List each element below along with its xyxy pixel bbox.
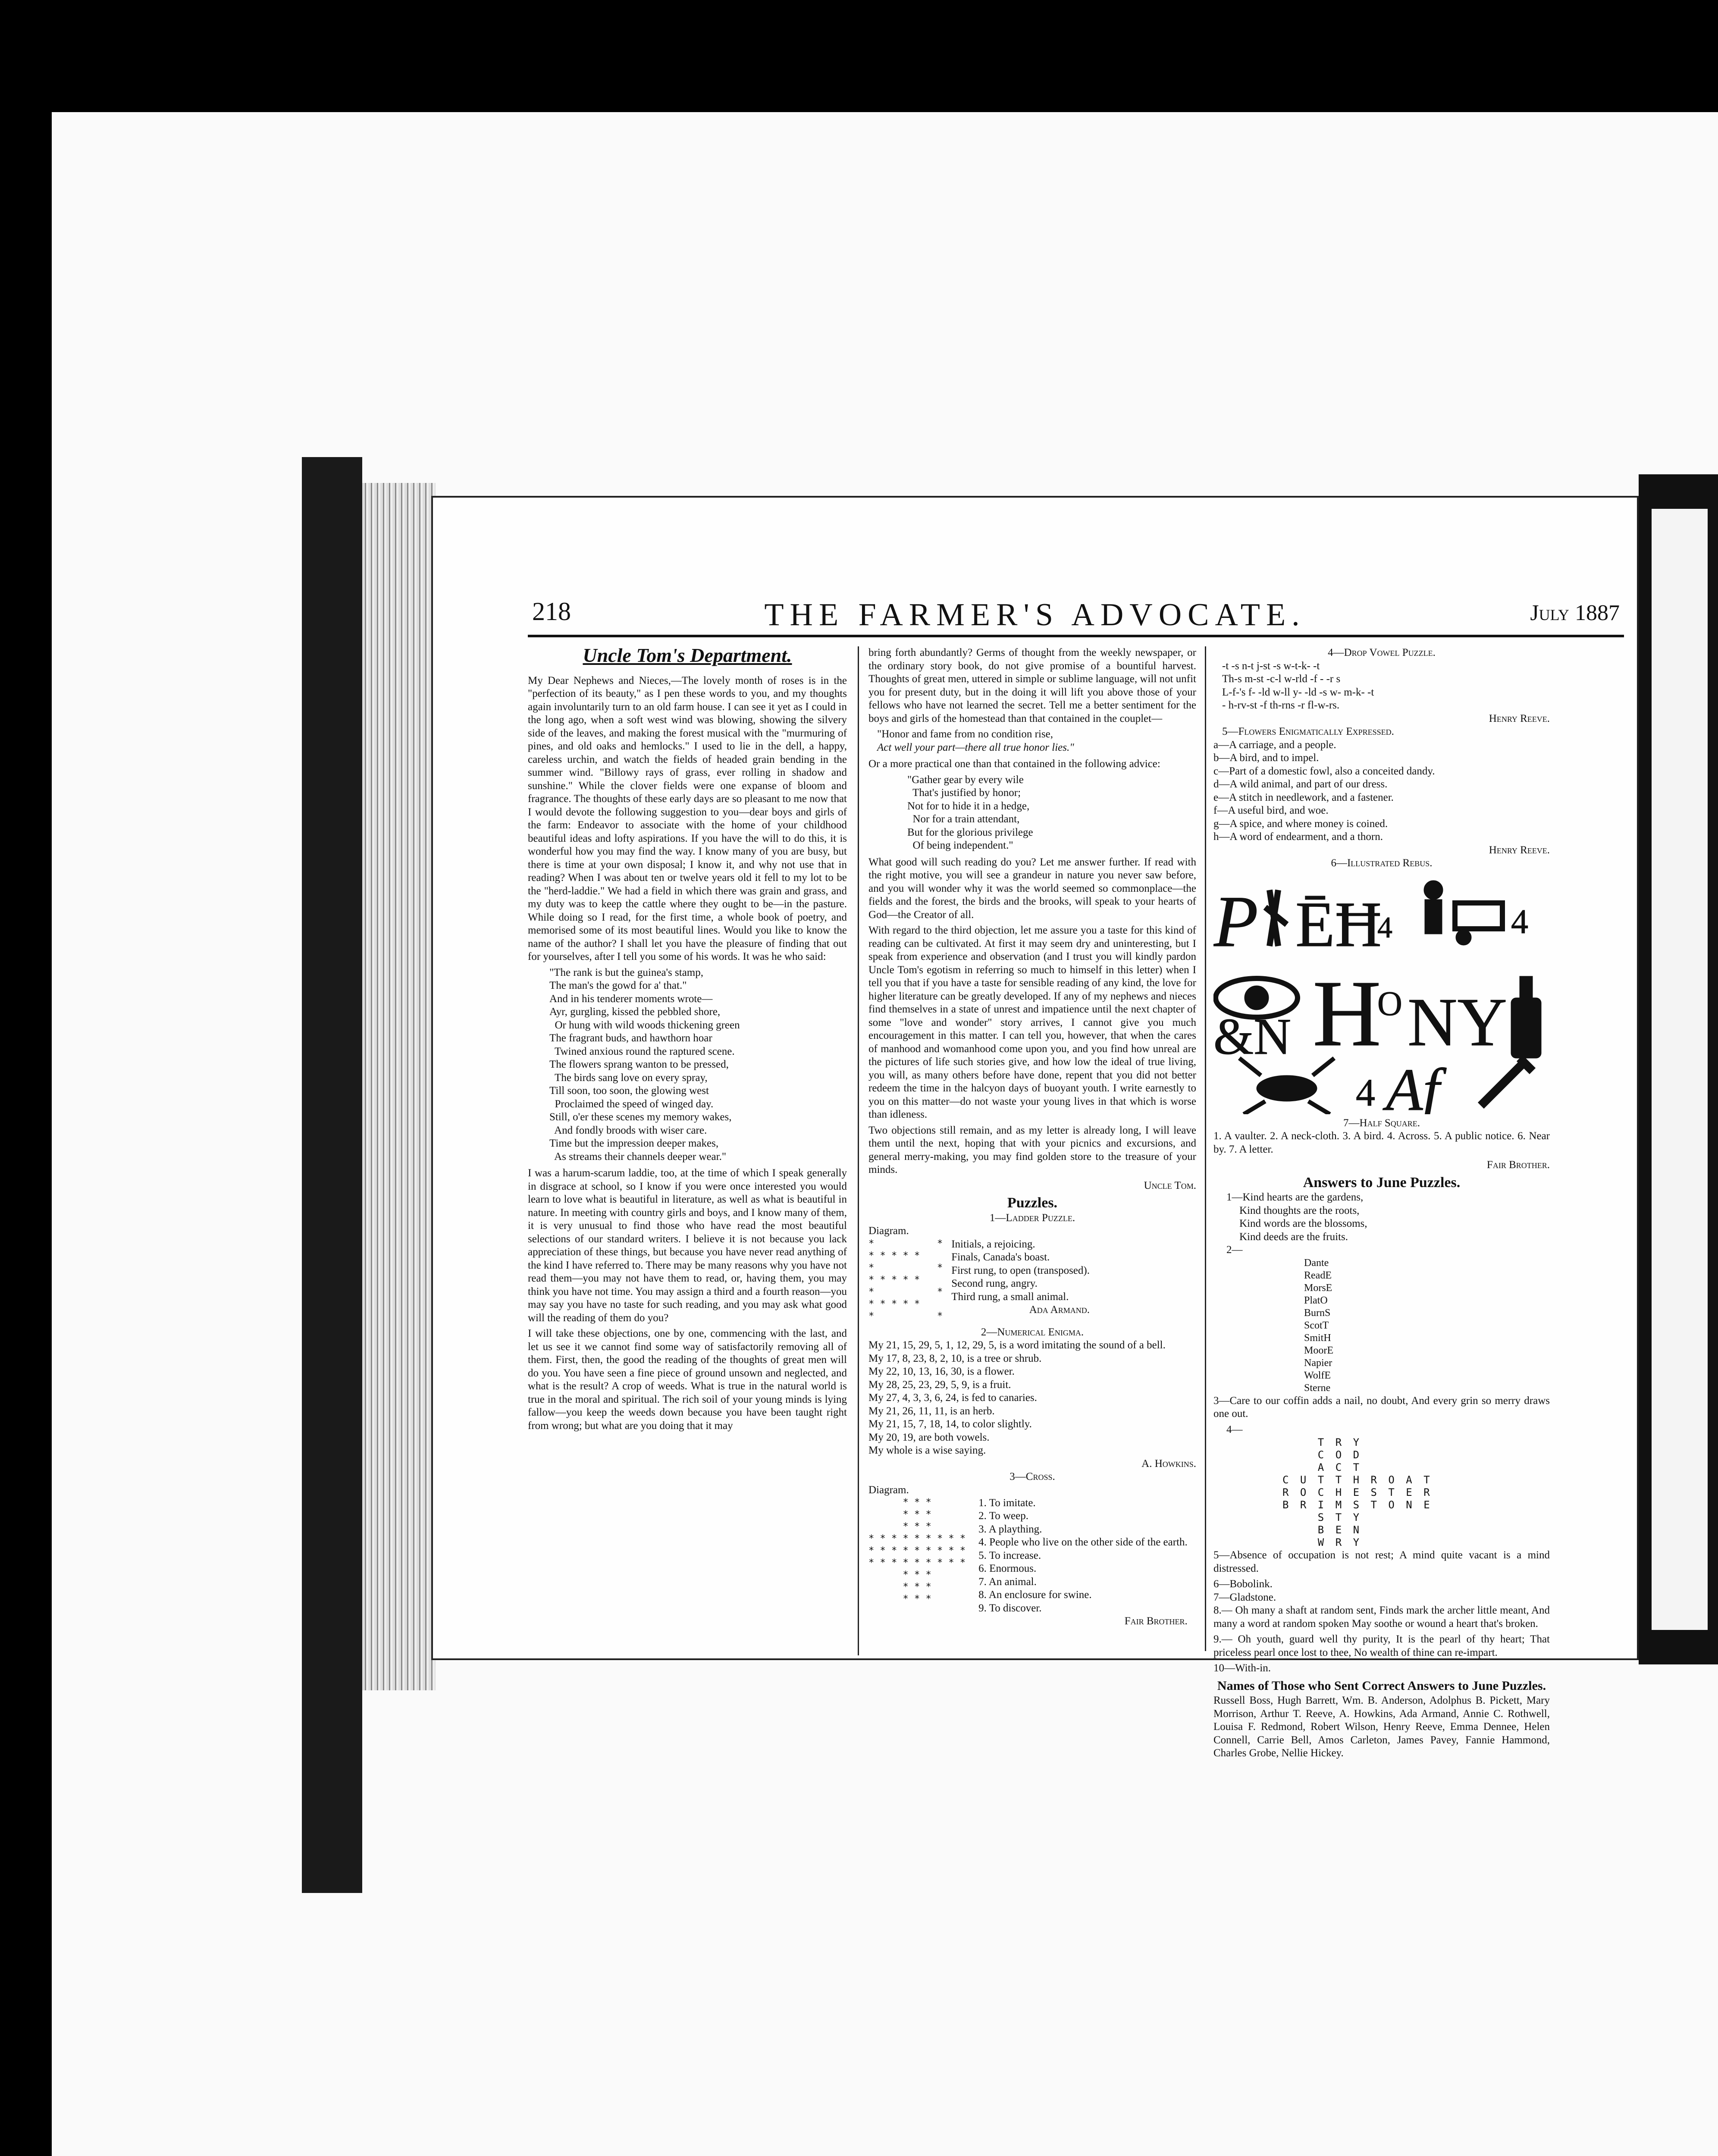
poem-line: Twined anxious round the raptured scene. — [549, 1045, 735, 1057]
acrostic-line: WolfE — [1304, 1369, 1331, 1381]
acrostic-line: ReadE — [1304, 1269, 1332, 1281]
acrostic-line: BurnS — [1304, 1307, 1331, 1319]
book-page-edges — [362, 483, 436, 1690]
book-spine-shadow — [302, 457, 362, 1893]
signature: Henry Reeve. — [1489, 712, 1550, 724]
flower-clue: g—A spice, and where money is coined. — [1213, 818, 1388, 830]
rebus-digit: 4 — [1377, 911, 1392, 944]
acrostic-line: MoorE — [1304, 1344, 1333, 1356]
flower-clue: b—A bird, and to impel. — [1213, 752, 1319, 764]
diagram-label: Diagram. — [868, 1225, 909, 1237]
poem-block — [907, 774, 1196, 852]
cross-line: C O D — [1282, 1449, 1362, 1461]
poem-line: Proclaimed the speed of winged day. — [549, 1098, 714, 1110]
department-heading: Uncle Tom's Department. — [583, 644, 792, 666]
cross-line: B E N — [1282, 1524, 1362, 1536]
clue: 2. To weep. — [978, 1510, 1028, 1522]
ladder-diagram: * * * * * * * * * * * * * * * * * * * * * * * — [868, 1238, 943, 1322]
puzzle-title: 6—Illustrated Rebus. — [1331, 857, 1433, 869]
cross-line: A C T — [1282, 1461, 1362, 1473]
ladder-puzzle — [868, 1238, 1196, 1322]
wheel-icon — [1456, 930, 1471, 945]
clue: Finals, Canada's boast. — [951, 1251, 1050, 1263]
acrostic-line: ScotT — [1304, 1319, 1329, 1331]
cross-line: T R Y — [1282, 1436, 1362, 1448]
acrostic-line: PlatO — [1304, 1294, 1328, 1306]
answer-9: 9.— Oh youth, guard well thy purity, It is the pearl of thy heart; That priceless pearl once lost to thee, No wealth of thine can re-impart. — [1213, 1633, 1550, 1658]
signature: Ada Armand. — [1029, 1304, 1090, 1316]
answer-1 — [1226, 1191, 1550, 1244]
rebus-letter: O — [1377, 984, 1402, 1023]
poem-line: Nor for a train attendant, — [907, 813, 1020, 825]
flower-clue: h—A word of endearment, and a thorn. — [1213, 831, 1383, 843]
header-rule — [528, 635, 1624, 637]
poem-line: The fragrant buds, and hawthorn hoar — [549, 1032, 712, 1044]
clue: 7. An animal. — [978, 1576, 1037, 1588]
flower-clue: d—A wild animal, and part of our dress. — [1213, 778, 1388, 790]
issue-date: July 1887 — [1530, 601, 1620, 625]
newspaper-page — [431, 496, 1639, 1759]
answer-5: 5—Absence of occupation is not rest; A mind quite vacant is a mind distressed. — [1213, 1549, 1550, 1574]
clue: 8. An enclosure for swine. — [978, 1589, 1092, 1601]
acrostic-line: SmitH — [1304, 1332, 1331, 1344]
couplet-line: Act well your part—there all true honor lies." — [877, 741, 1074, 753]
tool-icon — [1481, 1058, 1533, 1106]
acrostic-line: Napier — [1304, 1357, 1332, 1369]
puzzle-title: 5—Flowers Enigmatically Expressed. — [1222, 726, 1394, 737]
flower-clue: f—A useful bird, and woe. — [1213, 805, 1329, 816]
column-2 — [868, 646, 1196, 1628]
rebus-letters: Af — [1386, 1056, 1440, 1114]
cross-line: B R I M S T O N E — [1282, 1499, 1433, 1511]
answer-10: 10—With-in. — [1213, 1662, 1271, 1674]
poem-line: "Gather gear by every wile — [907, 774, 1024, 786]
poem-line: That's justified by honor; — [907, 787, 1021, 799]
column-divider — [1205, 646, 1206, 1651]
column-divider — [858, 646, 859, 1655]
article-paragraph: I will take these objections, one by one, commencing with the last, and let us see it we cannot find some way of satisfactorily removing all of them. First, then, the good the reading of the thoughts of great men will do you. You have seen a fine piece of ground unsown and neglected, and what is the result? A crop of weeds. What is true in the natural world is true in the moral and spiritual. The rich soil of your young minds is lying fallow—you keep the weeds down because you have been taught right from wrong; but what are you doing that it may — [528, 1328, 847, 1432]
poem-line: But for the glorious privilege — [907, 826, 1033, 838]
rebus-letters: NY — [1408, 983, 1508, 1060]
rebus-digit: 4 — [1356, 1071, 1375, 1114]
answer-line: Kind thoughts are the roots, — [1239, 1204, 1360, 1216]
poem-line: Not for to hide it in a hedge, — [907, 800, 1030, 812]
names-heading: Names of Those who Sent Correct Answers to June Puzzles. — [1217, 1678, 1546, 1693]
rebus-digit: 4 — [1511, 903, 1528, 941]
page-header — [433, 597, 1637, 633]
enigma-line: My 17, 8, 23, 8, 2, 10, is a tree or shrub. — [868, 1352, 1042, 1364]
diagram-label: Diagram. — [868, 1484, 909, 1496]
acrostic-line: Sterne — [1304, 1382, 1331, 1394]
clue: Initials, a rejoicing. — [951, 1238, 1035, 1250]
enigma-line: My 20, 19, are both vowels. — [868, 1431, 990, 1443]
cross-line: R O C H E S T E R — [1282, 1486, 1433, 1498]
cross-line: C U T T H R O A T — [1282, 1474, 1433, 1486]
article-paragraph: bring forth abundantly? Germs of thought from the weekly newspaper, or the ordinary story book, do not give promise of a bountiful harvest. Thoughts of great men, uttered in simple or sublime language, will not unfit you for present duty, but in the doing it will lift you above those of your fellows who have not learned the secret. Tell me a better sentiment for the boys and girls of the homestead than that contained in the couplet— — [868, 647, 1196, 724]
enigma-line: My 28, 25, 23, 29, 5, 9, is a fruit. — [868, 1379, 1011, 1391]
wheelbarrow-icon — [1455, 903, 1502, 929]
article-paragraph: Or a more practical one than that contained in the following advice: — [868, 758, 1160, 770]
answer-line: Kind words are the blossoms, — [1239, 1218, 1367, 1229]
enigma-line: My 22, 10, 13, 16, 30, is a flower. — [868, 1366, 1015, 1377]
poem-line: Till soon, too soon, the glowing west — [549, 1085, 709, 1097]
answer-7: 7—Gladstone. — [1213, 1591, 1276, 1603]
cross-clues — [978, 1484, 1188, 1628]
couplet-line: "Honor and fame from no condition rise, — [877, 728, 1053, 740]
poem-block — [549, 966, 847, 1164]
couplet — [877, 728, 1196, 754]
answer-line: 1—Kind hearts are the gardens, — [1226, 1191, 1364, 1203]
clue: 5. To increase. — [978, 1549, 1041, 1561]
clue: 6. Enormous. — [978, 1563, 1037, 1574]
signature: A. Howkins. — [1141, 1457, 1196, 1470]
poem-line: Time but the impression deeper makes, — [549, 1138, 719, 1149]
flowers-list — [1213, 739, 1550, 844]
article-paragraph: Two objections still remain, and as my letter is already long, I will leave them until the next, hoping that with your picnics and excursions, and general merry-making, you may find golden store to the treasure of your minds. — [868, 1124, 1196, 1175]
column-1 — [528, 646, 847, 1435]
next-page-edge — [1652, 509, 1708, 1630]
enigma-line: My 21, 26, 11, 11, is an herb. — [868, 1405, 995, 1417]
cross-line: W R Y — [1282, 1536, 1362, 1548]
signature: Uncle Tom. — [1144, 1179, 1196, 1191]
poem-line: Or hung with wild woods thickening green — [549, 1019, 740, 1031]
enigma-line: My whole is a wise saying. — [868, 1445, 986, 1456]
rebus-letters: ĒĦ — [1295, 888, 1382, 960]
enigma-line: My 27, 4, 3, 3, 6, 24, is fed to canaries. — [868, 1392, 1037, 1404]
bottle-icon — [1511, 998, 1541, 1058]
puzzle-title: 7—Half Square. — [1343, 1117, 1420, 1129]
answer-cross — [1213, 1436, 1550, 1549]
clue: Third rung, a small animal. — [951, 1291, 1069, 1303]
man-head-icon — [1424, 881, 1443, 899]
vowel-puzzle — [1222, 660, 1550, 712]
clue: 1. To imitate. — [978, 1497, 1036, 1509]
answer-8: 8.— Oh many a shaft at random sent, Finds mark the archer little meant, And many a word at random spoken May soothe or wound a heart that's broken. — [1213, 1604, 1550, 1630]
cross-diagram: * * * * * * * * * * * * * * * * * * * * * * * * * * * * * * * * * * * * * * * * * * * * * — [868, 1497, 966, 1604]
flower-clue: e—A stitch in needlework, and a fastener. — [1213, 791, 1394, 803]
enigma-list — [868, 1339, 1196, 1457]
acrostic-line: MorsE — [1304, 1282, 1332, 1294]
answer-acrostic — [1213, 1257, 1550, 1395]
clue: Second rung, angry. — [951, 1278, 1038, 1289]
column-3 — [1213, 646, 1550, 1763]
clue: 9. To discover. — [978, 1602, 1042, 1614]
puzzle-title: 2—Numerical Enigma. — [981, 1326, 1084, 1338]
signature: Henry Reeve. — [1489, 844, 1550, 856]
clue: 4. People who live on the other side of the earth. — [978, 1536, 1188, 1548]
signature: Fair Brother. — [1124, 1615, 1188, 1627]
bottle-neck-icon — [1520, 976, 1533, 1000]
page-number: 218 — [532, 597, 571, 626]
poem-line: Still, o'er these scenes my memory wakes, — [549, 1111, 732, 1123]
answers-heading: Answers to June Puzzles. — [1303, 1174, 1461, 1191]
vowel-line: L-f-'s f- -ld w-ll y- -ld -s w- m-k- -t — [1222, 686, 1374, 698]
bee-icon — [1257, 1075, 1317, 1101]
acrostic-line: Dante — [1304, 1257, 1329, 1269]
poem-line: The flowers sprang wanton to be pressed, — [549, 1059, 729, 1070]
enigma-line: My 21, 15, 29, 5, 1, 12, 29, 5, is a word imitating the sound of a bell. — [868, 1339, 1166, 1351]
answer-label: 4— — [1226, 1423, 1243, 1435]
poem-line: "The rank is but the guinea's stamp, — [549, 966, 703, 978]
vowel-line: -t -s n-t j-st -s w-t-k- -t — [1222, 660, 1320, 672]
vowel-line: - h-rv-st -f th-rns -r fl-w-rs. — [1222, 699, 1340, 711]
wheat-icon — [1265, 890, 1287, 946]
article-paragraph: With regard to the third objection, let me assure you a taste for this kind of reading can be cultivated. At first it may seem dry and uninteresting, but I speak from experience and observation (and I trust you will kindly pardon Uncle Tom's egotism in referring so much to himself in this letter) when I tell you that if you have a taste for sensible reading of any kind, the love for higher literature can be greatly developed. If any of my nephews and nieces find themselves in a state of unrest and impatience until the next chapter of some "love and wonder" story arrives, I cannot give you much encouragement in this matter. I can tell you, however, that when the cares of manhood and womanhood come upon you, and you find how unreal are the pictures of life such stories give, and how low the ideal of true living, you will, as many others before have done, repent that you did not better redeem the time in the halcyon days of buoyant youth. I write earnestly to you on this matter—do not waste your young lives in that which is worse than idleness. — [868, 924, 1196, 1120]
poem-line: The man's the gowd for a' that." — [549, 980, 687, 991]
signature: Fair Brother. — [1486, 1159, 1550, 1171]
poem-line: As streams their channels deeper wear." — [549, 1150, 727, 1163]
article-paragraph: My Dear Nephews and Nieces,—The lovely month of roses is in the "perfection of its beauty," as I pen these words to you, and my thoughts again involuntarily turn to an old farm house. I can see it yet as I could in the long ago, when a soft west wind was blowing, showing the silvery side of the leaves, and making the forest musical with the "murmuring of pines, and old oaks and hemlocks." I used to lie in the dell, a happy, careless urchin, and watch the fields of headed grain bending in the summer wind. "Billowy rays of grass, ever rolling in shadow and sunshine." While the clover fields were one expanse of bloom and fragrance. The thoughts of these early days are so pleasant to me now that I would devote the following suggestion to you—dear boys and girls of the farm: Endeavor to associate with the home of your childhood beautiful ideas and lofty aspirations. If you have the will to do this, it is wonderful how you may find the way. I know many of you are busy, but there is time at your own disposal; I know it, and why not use that in reading? When I was about ten or twelve years old it fell to my lot to be the "herd-laddie." We had a field in which there was grain and grass, and my duty was to keep the cattle where they ought to be—in the pasture. While doing so I read, for the first time, a whole book of poetry, and memorised some of its most beautiful lines. Would you like to know the name of the author? I shall let you have the pleasure of finding that out for yourselves, after I tell you some of his words. It was he who said: — [528, 674, 847, 962]
clue: First rung, to open (transposed). — [951, 1264, 1090, 1276]
puzzle-title: 1—Ladder Puzzle. — [989, 1212, 1075, 1224]
half-square-clues: 1. A vaulter. 2. A neck-cloth. 3. A bird. 4. Across. 5. A public notice. 6. Near by. 7. A letter. — [1213, 1130, 1550, 1155]
rebus-ampersand: &N — [1213, 1007, 1291, 1065]
cross-line: S T Y — [1282, 1511, 1362, 1523]
flower-clue: a—A carriage, and a people. — [1213, 739, 1336, 751]
answer-label: 2— — [1226, 1244, 1243, 1256]
puzzle-title: 3—Cross. — [1009, 1471, 1055, 1482]
poem-line: The birds sang love on every spray, — [549, 1072, 708, 1084]
cross-puzzle — [868, 1484, 1196, 1628]
rebus-illustration — [1213, 873, 1550, 1114]
masthead-title: THE FARMER'S ADVOCATE. — [764, 597, 1306, 633]
eye-pupil-icon — [1245, 986, 1269, 1010]
vowel-line: Th-s m-st -c-l w-rld -f - -r s — [1222, 673, 1341, 685]
rebus-letter-p: P — [1213, 881, 1258, 962]
poem-line: Of being independent." — [907, 840, 1013, 851]
puzzles-heading: Puzzles. — [1007, 1195, 1058, 1211]
enigma-line: My 21, 15, 7, 18, 14, to color slightly. — [868, 1418, 1032, 1430]
names-list: Russell Boss, Hugh Barrett, Wm. B. Anderson, Adolphus B. Pickett, Mary Morrison, Arthur T. Reeve, A. Howkins, Ada Armand, Annie C. Rothwell, Louisa F. Redmond, Robert Wilson, Henry Reeve, Emma Dennee, Helen Connell, Carrie Bell, Amos Carleton, James Pavey, Fannie Hammond, Charles Grobe, Nellie Hickey. — [1213, 1695, 1550, 1759]
answer-3: 3—Care to our coffin adds a nail, no doubt, And every grin so merry draws one out. — [1213, 1395, 1550, 1420]
answer-6: 6—Bobolink. — [1213, 1578, 1273, 1590]
man-body-icon — [1425, 899, 1442, 934]
illustrated-rebus — [1213, 873, 1550, 1114]
clue: 3. A plaything. — [978, 1523, 1042, 1535]
poem-line: And fondly broods with wiser care. — [549, 1124, 707, 1136]
answer-line: Kind deeds are the fruits. — [1239, 1231, 1348, 1243]
puzzle-title: 4—Drop Vowel Puzzle. — [1328, 647, 1436, 658]
poem-line: Ayr, gurgling, kissed the pebbled shore, — [549, 1006, 721, 1018]
poem-line: And in his tenderer moments wrote— — [549, 993, 713, 1005]
rebus-letters: H — [1313, 960, 1381, 1066]
article-paragraph: What good will such reading do you? Let me answer further. If read with the right motive, you will see a grandeur in nature you never saw before, and you will wonder why it was the world seemed so commonplace—the fields and the forest, the birds and the brooks, will speak to your hearts of God—the Creator of all. — [868, 856, 1196, 921]
cross-diagram-wrap — [868, 1484, 966, 1628]
flower-clue: c—Part of a domestic fowl, also a conceited dandy. — [1213, 765, 1435, 777]
ladder-clues — [951, 1238, 1090, 1322]
article-paragraph: I was a harum-scarum laddie, too, at the time of which I speak generally in disgrace at school, so I know if you were once interested you would learn to love what is beautiful in literature, as well as what is beautiful in nature. In meeting with country girls and boys, and I know many of them, it is very unusual to find those who have read the most beautiful selections of our standard writers. I believe it is not because you lack appreciation of these things, but because you have never read anything of the kind I have referred to. There may be many reasons why you have not read them—you may not have them to read, or, having them, you may think you have not time. You may assign a third and a fourth reason—you may say you have no taste for such reading, and you may ask what good will the reading of them do you? — [528, 1167, 847, 1324]
